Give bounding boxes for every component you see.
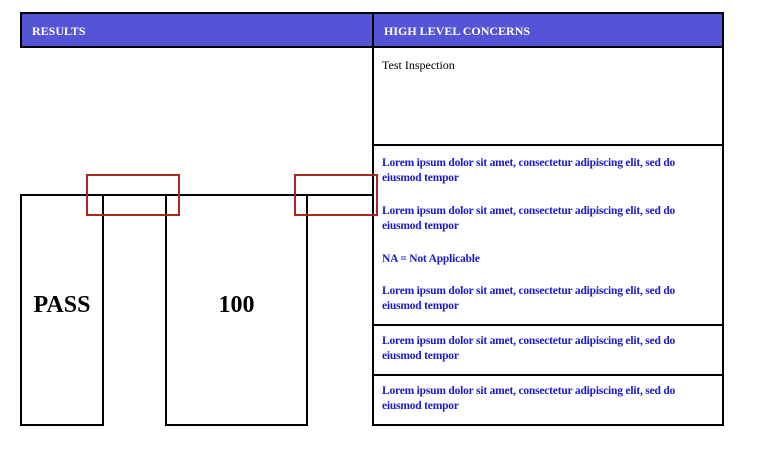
concern-test-inspection: Test Inspection <box>382 58 455 72</box>
concern-item: Lorem ipsum dolor sit amet, consectetur adipiscing elit, sed do eiusmod tempor <box>382 335 676 362</box>
highlight-box <box>294 174 378 216</box>
concern-item: Lorem ipsum dolor sit amet, consectetur adipiscing elit, sed do eiusmod tempor <box>382 157 676 184</box>
results-status: PASS <box>33 292 91 318</box>
results-header: RESULTS <box>20 12 374 48</box>
highlight-box <box>86 174 180 216</box>
concern-item: Lorem ipsum dolor sit amet, consectetur adipiscing elit, sed do eiusmod tempor <box>382 285 676 312</box>
concern-na-note: NA = Not Applicable <box>382 253 480 265</box>
results-score: 100 <box>218 292 255 318</box>
concern-item: Lorem ipsum dolor sit amet, consectetur adipiscing elit, sed do eiusmod tempor <box>382 385 676 412</box>
concerns-header: HIGH LEVEL CONCERNS <box>372 12 724 48</box>
concern-item: Lorem ipsum dolor sit amet, consectetur adipiscing elit, sed do eiusmod tempor <box>382 205 676 232</box>
